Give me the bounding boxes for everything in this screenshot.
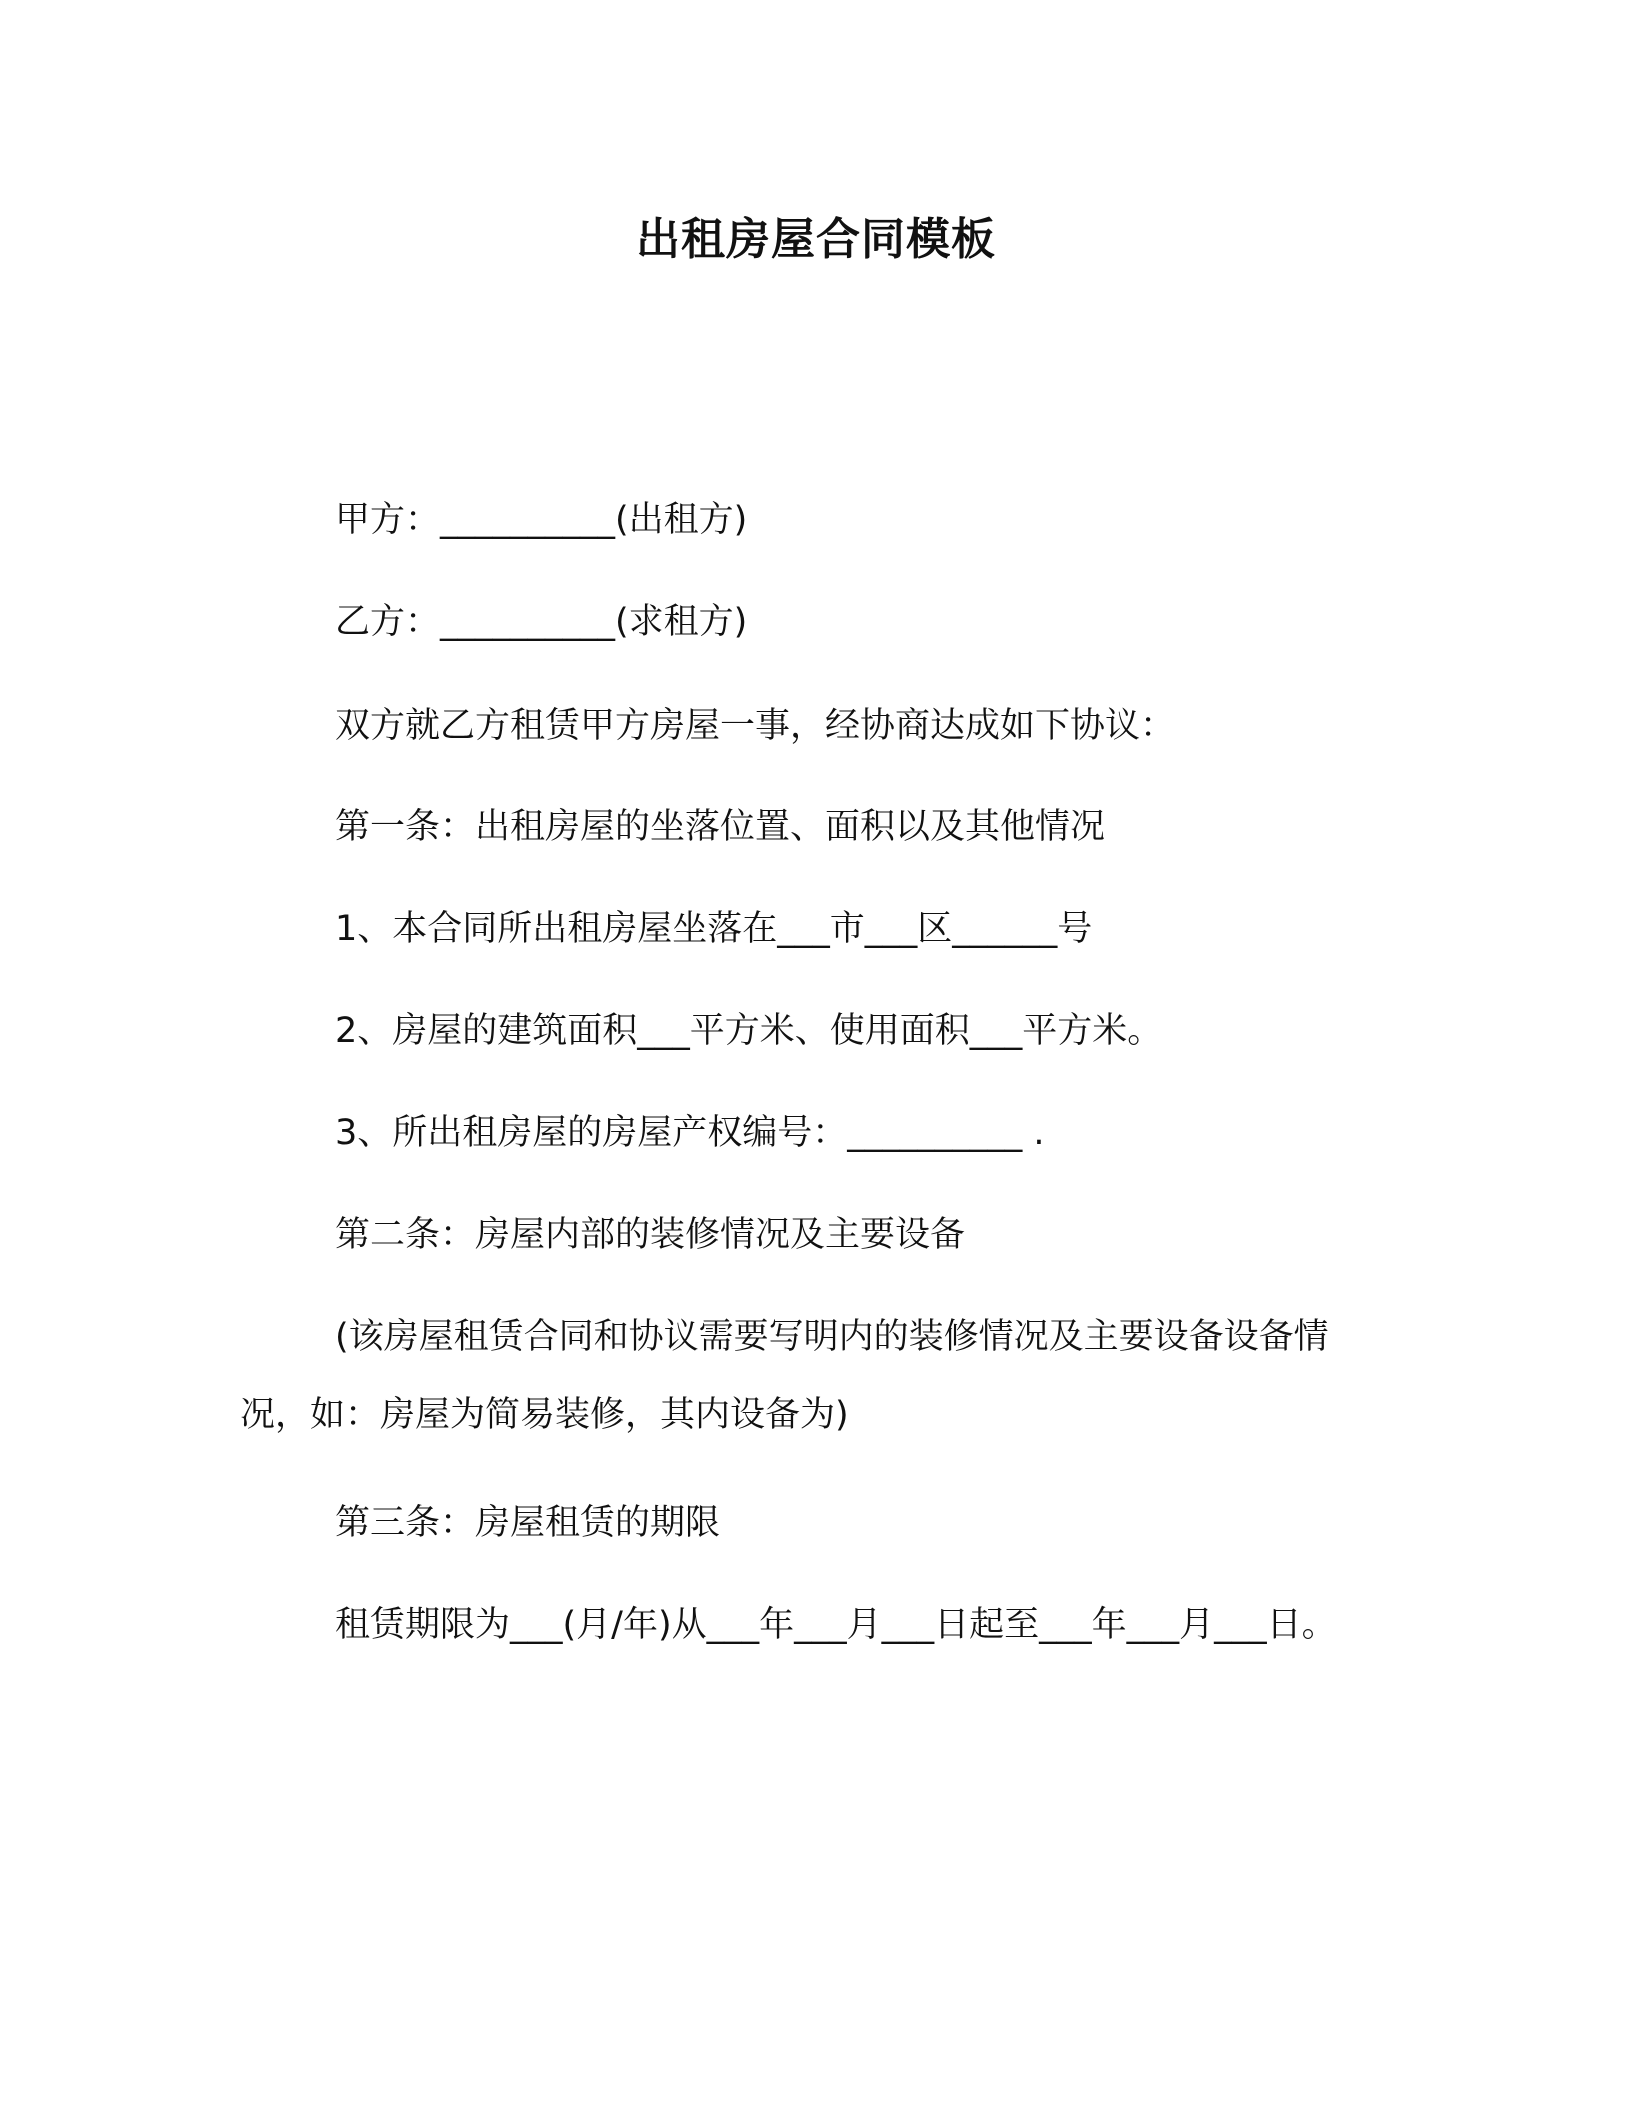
- clause-1-2: 2、房屋的建筑面积___平方米、使用面积___平方米。: [335, 1011, 1163, 1051]
- document-title: 出租房屋合同模板: [636, 214, 996, 265]
- article-2-heading: 第二条：房屋内部的装修情况及主要设备: [335, 1215, 966, 1255]
- lease-term-clause: 租赁期限为___(月/年)从___年___月___日起至___年___月___日。: [335, 1605, 1337, 1645]
- party-b-line: 乙方：__________(求租方): [335, 602, 748, 642]
- clause-1-1: 1、本合同所出租房屋坐落在___市___区______号: [335, 909, 1093, 949]
- clause-1-3: 3、所出租房屋的房屋产权编号：__________ .: [335, 1113, 1045, 1153]
- agreement-intro: 双方就乙方租赁甲方房屋一事，经协商达成如下协议：: [335, 706, 1176, 746]
- article-3-heading: 第三条：房屋租赁的期限: [335, 1503, 721, 1543]
- article-2-note: (该房屋租赁合同和协议需要写明内的装修情况及主要设备设备情况，如：房屋为简易装修，其内设备为): [240, 1317, 1329, 1435]
- party-a-line: 甲方：__________(出租方): [335, 500, 748, 540]
- article-1-heading: 第一条：出租房屋的坐落位置、面积以及其他情况: [335, 807, 1106, 847]
